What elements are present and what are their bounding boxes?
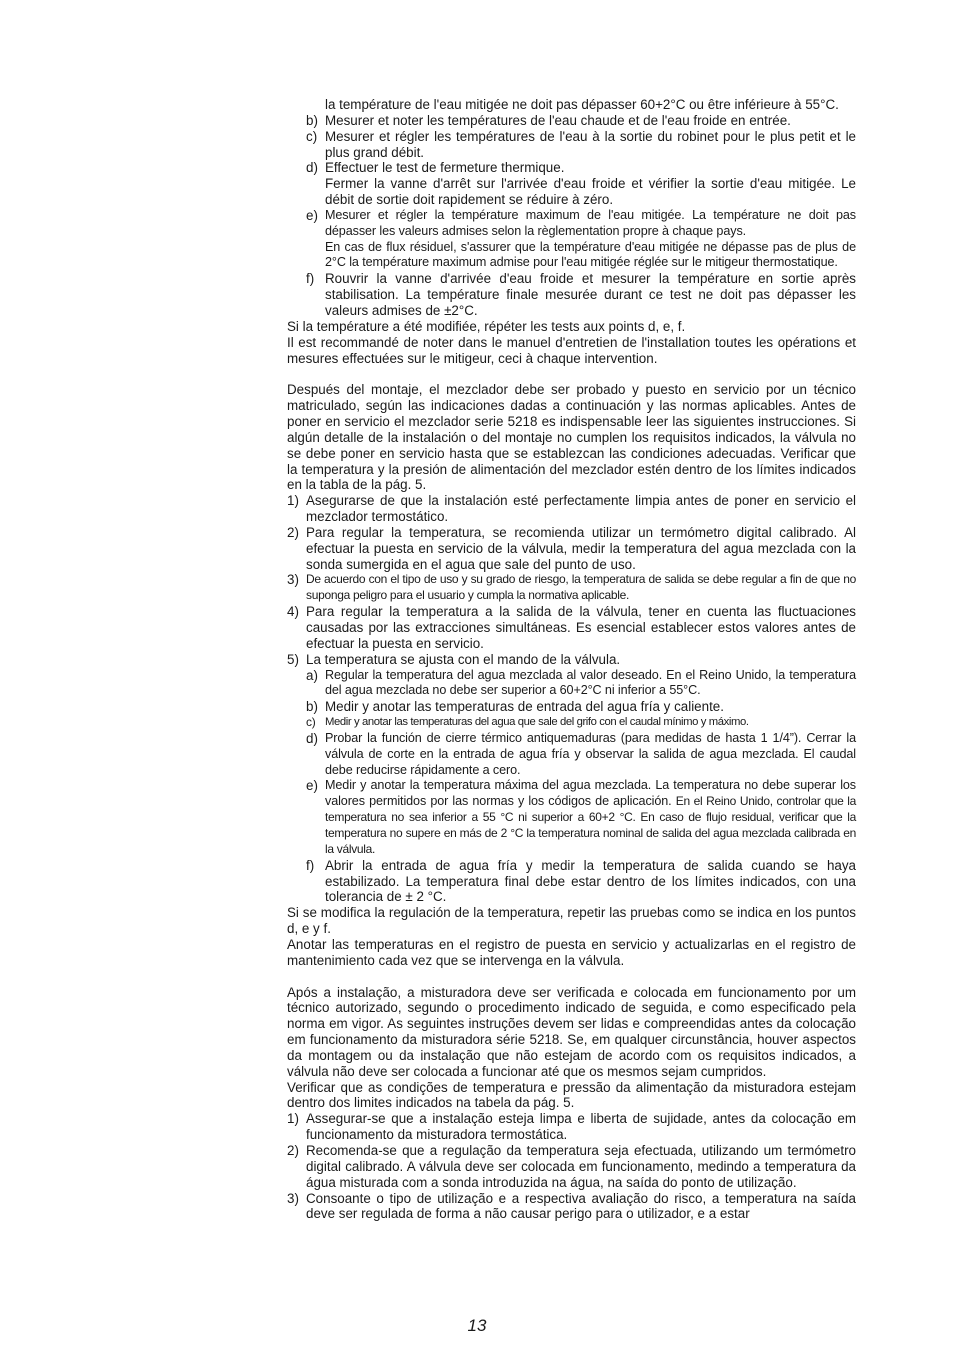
list-item: d) Effectuer le test de fermeture thermique. Fermer la vanne d'arrêt sur l'arrivée d'eau froide et vérifier la sortie d'eau mitigée. Le débit de sortie doit rapidement se réduire à zéro. — [306, 160, 856, 208]
fr-paragraph: Si la température a été modifiée, répéter les tests aux points d, e, f. — [287, 318, 686, 334]
list-item: 3) De acuerdo con el tipo de uso y su grado de riesgo, la temperatura de salida se debe regular a fin de que no suponga peligro para el usuario y cumpla la normativa aplicable. — [287, 572, 856, 603]
list-item: a) Regular la temperatura del agua mezclada al valor deseado. En el Reino Unido, la temperatura del agua mezclada no debe ser superior a 60+2°C ni inferior a 55°C. — [306, 667, 856, 698]
list-item: 2) Para regular la temperatura, se recomienda utilizar un termómetro digital calibrado. Al efectuar la puesta en servicio de la válvula, medir la temperatura del agua mezclada con la sonda sumergida en el agua que sale del punto de uso. — [287, 524, 856, 572]
list-item — [306, 97, 856, 113]
es-paragraph: Anotar las temperaturas en el registro de puesta en servicio y actualizarlas en el registro de mantenimiento cada vez que se intervenga en la válvula. — [287, 936, 856, 968]
list-item: c) Medir y anotar las temperaturas del agua que sale del grifo con el caudal mínimo y máximo. — [306, 715, 749, 730]
pt-paragraph: Verificar que as condições de temperatura e pressão da alimentação da misturadora estejam dentro dos limites indicados na tabela da pág. 5. — [287, 1079, 856, 1111]
list-item: e) Mesurer et régler la température maximum de l'eau mitigée. La température ne doit pas dépasser les valeurs admises selon la règlementation propre à chaque pays. En cas de flux résiduel, s'assurer que la température d'eau mitigée ne dépasse pas de plus de 2°C la température maximum admise pour l'eau mitigée réglée sur le mitigeur thermostatique. — [306, 207, 856, 270]
list-item: 2) Recomenda-se que a regulação da temperatura seja efectuada, utilizando um termómetro digital calibrado. A válvula deve ser colocada em funcionamento, medindo a temperatura da água misturada com a sonda introduzida na água, na saída do ponto de utilização. — [287, 1143, 856, 1190]
es-sublist — [306, 668, 856, 906]
list-item: 3) Consoante o tipo de utilização e a respectiva avaliação do risco, a temperatura na saída deve ser regulada de forma a não causar perigo para o utilizador, e a estar — [287, 1190, 856, 1222]
list-item: b) Mesurer et noter les températures de l'eau chaude et de l'eau froide en entrée. — [306, 112, 791, 128]
list-item: f) Rouvrir la vanne d'arrivée d'eau froide et mesurer la température en sortie après stabilisation. La température finale mesurée durant ce test ne doit pas dépasser les valeurs admises de ±2°C. — [306, 271, 856, 318]
list-item: f) Abrir la entrada de agua fría y medir la temperatura de salida cuando se haya estabilizado. La temperatura final debe estar dentro de los límites indicados, con una tolerancia de ± 2 °C. — [306, 857, 856, 905]
page-number: 13 — [467, 1316, 487, 1335]
fr-paragraph: Il est recommandé de noter dans le manuel d'entretien de l'installation toutes les opérations et mesures effectuées sur le mitigeur, ceci à chaque intervention. — [287, 334, 856, 366]
list-item: e) Medir y anotar la temperatura máxima del agua mezclada. La temperatura no debe superar los valores permitidos por las normas y los códigos de aplicación. En el Reino Unido, controlar que la temperatura no sea inferior a 55 °C ni superior a 60+2 °C. En caso de flujo residual, verificar que la temperatura no supere en más de 2 °C la temperatura nominal de salida del agua mezclada calibrada en la válvula. — [306, 778, 857, 856]
list-item: b) Medir y anotar las temperaturas de entrada del agua fría y caliente. — [306, 699, 724, 715]
es-intro: Después del montaje, el mezclador debe ser probado y puesto en servicio por un técnico matriculado, según las indicaciones dadas a continuación y las normas aplicables. Antes de poner en servicio el mezclador serie 5218 es indispensable leer las siguientes instrucciones. Si algún detalle de la instalación o del montaje no cumplen los requisitos indicados, la válvula no se debe poner en servicio hasta que se establezcan las condiciones adecuadas. Verificar que la temperatura y la presión de alimentación del mezclador estén dentro de los límites indicados en la tabla de la pág. 5. — [287, 382, 856, 493]
list-item: 1) Asegurarse de que la instalación esté perfectamente limpia antes de poner en servicio el mezclador termostático. — [287, 493, 856, 525]
list-item: 5) La temperatura se ajusta con el mando de la válvula. — [287, 651, 621, 667]
list-item: c) Mesurer et régler les températures de l'eau à la sortie du robinet pour le plus petit et le plus grand débit. — [306, 128, 856, 160]
fr-section — [306, 97, 856, 319]
document-body — [287, 97, 856, 1222]
list-item: d) Probar la función de cierre térmico antiquemaduras (para medidas de hasta 1 1/4”). Cerrar la válvula de corte en la entrada de agua fría y observar la salida de agua mezclada. El caudal debe reducirse rápidamente a cero. — [306, 730, 856, 777]
list-item: 1) Assegurar-se que a instalação esteja limpa e liberta de sujidade, antes da colocação em funcionamento da misturadora termostática. — [287, 1111, 856, 1143]
pt-intro: Após a instalação, a misturadora deve ser verificada e colocada em funcionamento por um técnico autorizado, segundo o procedimento indicado de seguida, e como especificado pela norma em vigor. As seguintes instruções devem ser lidas e compreendidas antes da colocação em funcionamento da misturadora série 5218. Se, em qualquer circunstância, houver aspectos da montagem ou da instalação que não estejam de acordo com os requisitos indicados, a válvula não deve ser colocada a funcionar até que os mesmos sejam cumpridos. — [287, 984, 856, 1079]
es-paragraph: Si se modifica la regulación de la temperatura, repetir las pruebas como se indica en los puntos d, e y f. — [287, 905, 856, 937]
fr-a-continuation: la température de l'eau mitigée ne doit pas dépasser 60+2°C ou être inférieure à 55°C. — [325, 97, 839, 112]
list-item: 4) Para regular la temperatura a la salida de la válvula, tener en cuenta las fluctuaciones causadas por las extracciones simultáneas. Es esencial establecer estos valores antes de efectuar la puesta en servicio. — [287, 604, 856, 651]
